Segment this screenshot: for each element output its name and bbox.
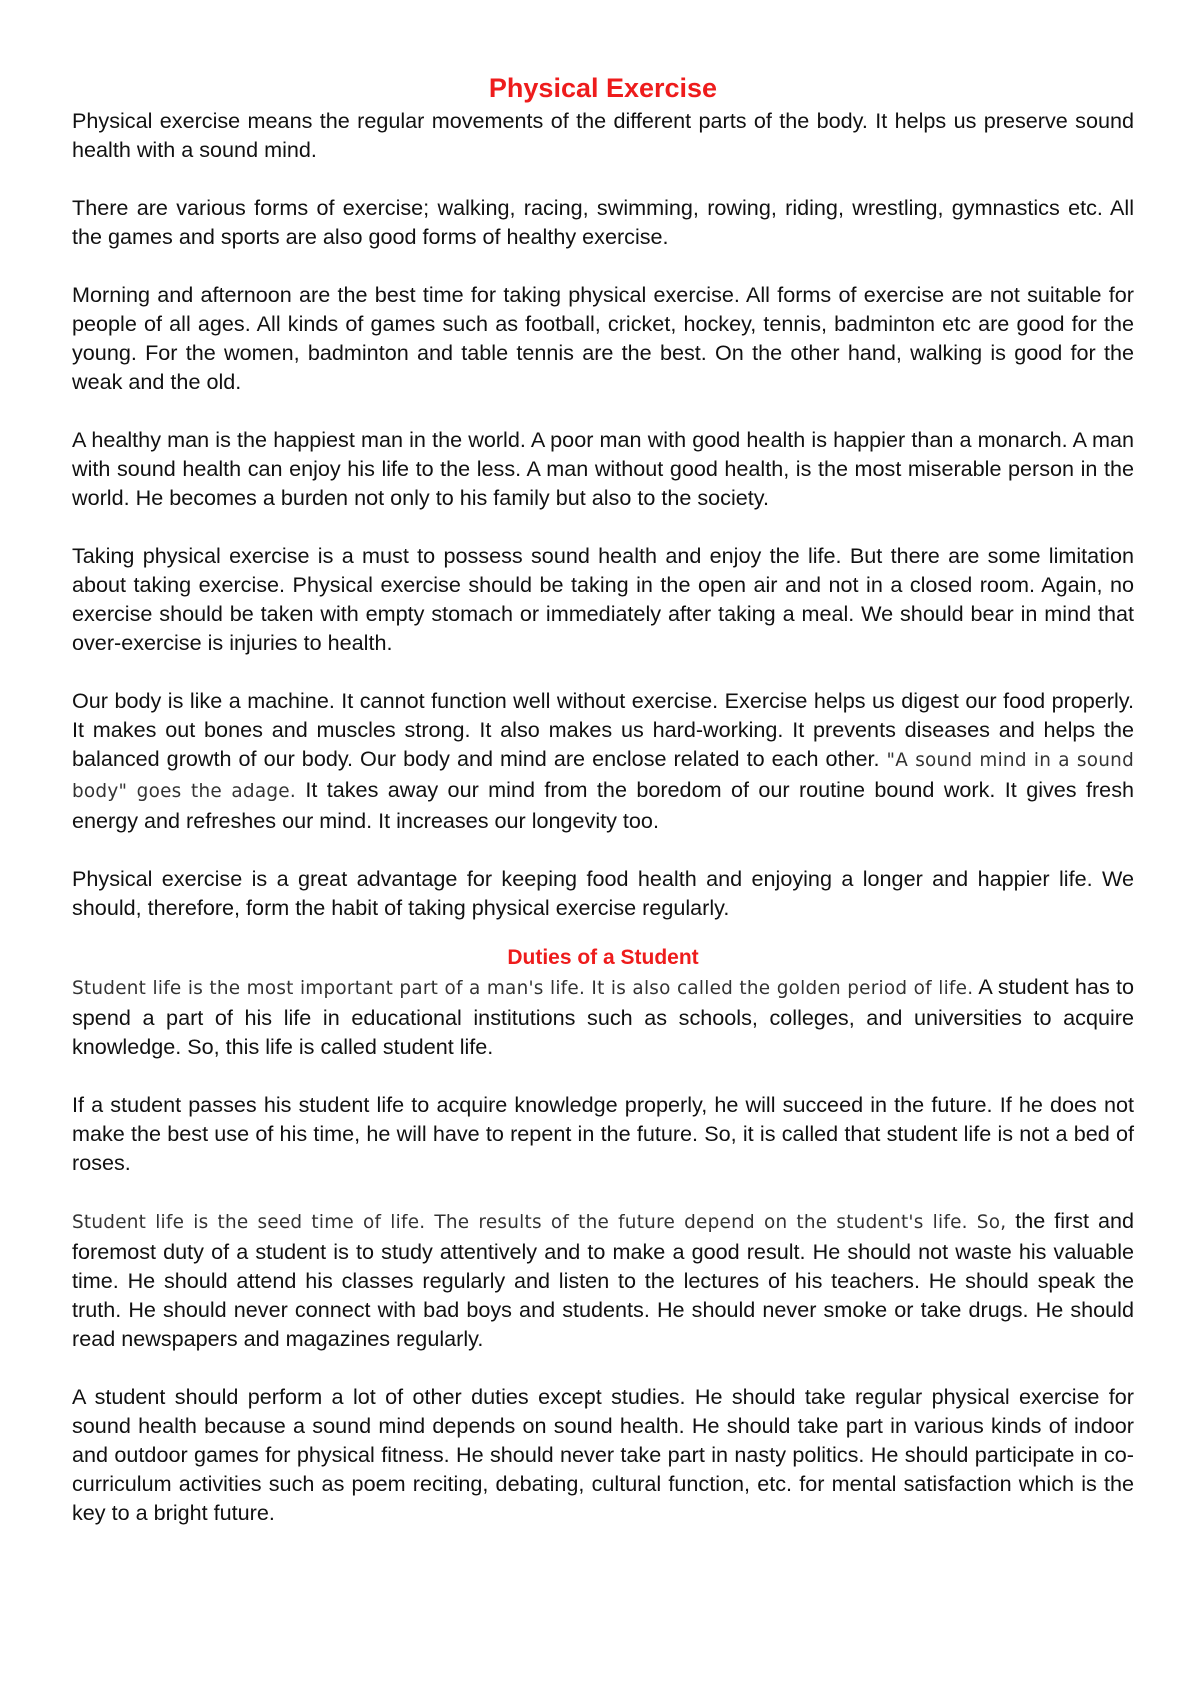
paragraph-spacer [72,1353,1134,1382]
adage-quote: "A sound mind in a sound body" goes the adage. [72,750,1134,802]
paragraph-spacer [72,1061,1134,1090]
paragraph-lead: Student life is the seed time of life. The results of the future depend on the student's life. So, [72,1212,1007,1233]
paragraph [72,972,1134,1061]
paragraph-spacer [72,164,1134,193]
paragraph-spacer [72,922,1134,943]
document-page [72,70,1134,1527]
paragraph-machine [72,686,1134,835]
paragraph: Physical exercise is a great advantage for keeping food health and enjoying a longer and happier life. We should, therefore, form the habit of taking physical exercise regularly. [72,866,1134,920]
paragraph: Taking physical exercise is a must to possess sound health and enjoy the life. But there are some limitation about taking exercise. Physical exercise should be taking in the open air and not in a closed room. Again, no exercise should be taken with empty stomach or immediately after taking a meal. We should bear in mind that over-exercise is injuries to health. [72,543,1134,655]
paragraph-spacer [72,396,1134,425]
paragraph-text: Our body is like a machine. It cannot function well without exercise. Exercise helps us digest our food properly. It makes out bones and muscles strong. It also makes us hard-working. It prevents diseases and helps the balanced growth of our body. Our body and mind are enclose related to each other. [72,688,1134,771]
paragraph-spacer [72,251,1134,280]
paragraph: A healthy man is the happiest man in the world. A poor man with good health is happier than a monarch. A man with sound health can enjoy his life to the less. A man without good health, is the most miserable person in the world. He becomes a burden not only to his family but also to the society. [72,427,1134,510]
paragraph [72,1206,1134,1353]
paragraph-spacer [72,657,1134,686]
paragraph-spacer [72,512,1134,541]
paragraph-spacer [72,835,1134,864]
paragraph: If a student passes his student life to acquire knowledge properly, he will succeed in the future. If he does not make the best use of his time, he will have to repent in the future. So, it is called that student life is not a bed of roses. [72,1092,1134,1175]
paragraph: There are various forms of exercise; walking, racing, swimming, rowing, riding, wrestling, gymnastics etc. All the games and sports are also good forms of healthy exercise. [72,195,1134,249]
paragraph-lead: Student life is the most important part of a man's life. It is also called the golden period of life. [72,978,974,999]
section-title-duties-of-a-student: Duties of a Student [507,946,699,969]
paragraph: Morning and afternoon are the best time for taking physical exercise. All forms of exercise are not suitable for people of all ages. All kinds of games such as football, cricket, hockey, tennis, badminton etc are good for the young. For the women, badminton and table tennis are the best. On the other hand, walking is good for the weak and the old. [72,282,1134,394]
section-title-physical-exercise: Physical Exercise [488,73,718,103]
paragraph-text: the first and foremost duty of a student is to study attentively and to make a good result. He should not waste his valuable time. He should attend his classes regularly and listen to the lectures of his teachers. He should speak the truth. He should never connect with bad boys and students. He should never smoke or take drugs. He should read newspapers and magazines regularly. [72,1208,1134,1351]
paragraph-spacer [72,1177,1134,1206]
paragraph-text: It takes away our mind from the boredom of our routine bound work. It gives fresh energy and refreshes our mind. It increases our longevity too. [72,777,1134,833]
paragraph-text: A student has to spend a part of his life in educational institutions such as schools, colleges, and universities to acquire knowledge. So, this life is called student life. [72,974,1134,1059]
paragraph: Physical exercise means the regular movements of the different parts of the body. It helps us preserve sound health with a sound mind. [72,108,1134,162]
paragraph: A student should perform a lot of other duties except studies. He should take regular physical exercise for sound health because a sound mind depends on sound health. He should take part in various kinds of indoor and outdoor games for physical fitness. He should never take part in nasty politics. He should participate in co-curriculum activities such as poem reciting, debating, cultural function, etc. for mental satisfaction which is the key to a bright future. [72,1384,1134,1525]
